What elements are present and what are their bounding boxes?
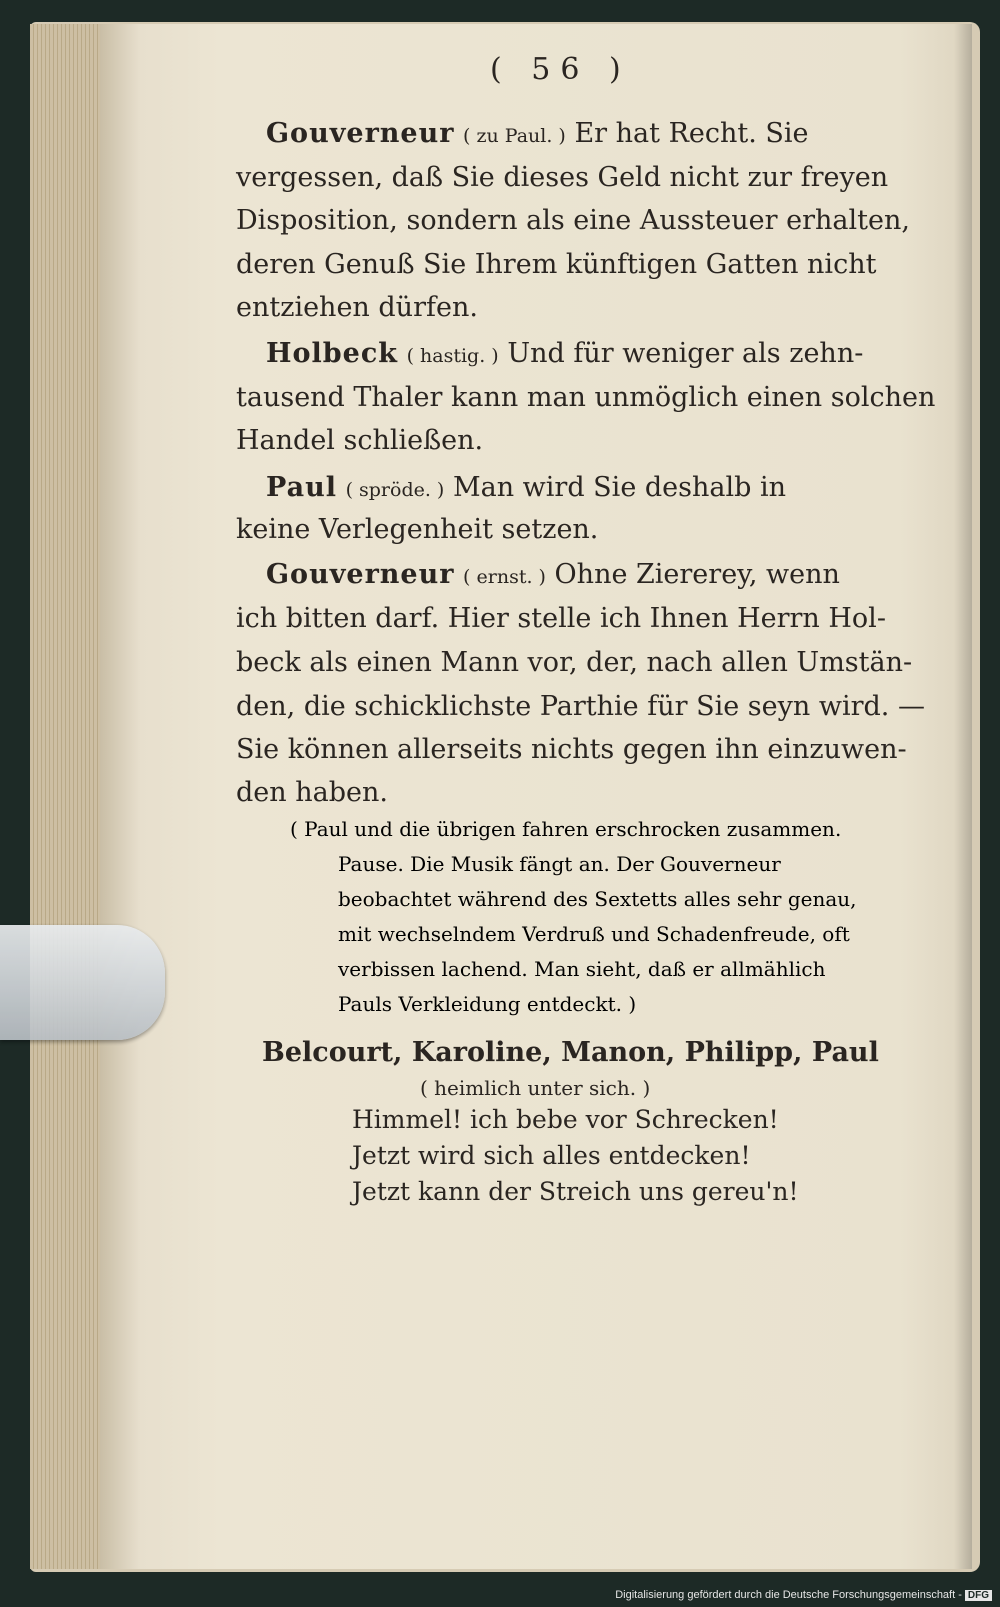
text-line <box>236 199 910 243</box>
verse-line: Jetzt kann der Streich uns gereu'n! <box>352 1177 799 1206</box>
stage-direction-line: ( Paul und die übrigen fahren erschrocken zusammen. <box>290 817 842 841</box>
speaker-name: Gouverneur <box>266 118 455 149</box>
page-clip <box>0 925 165 1040</box>
line-text: den, die schicklichste Parthie für Sie seyn wird. — <box>236 691 925 722</box>
page-edges <box>30 24 102 1569</box>
line-text: ich bitten darf. Hier stelle ich Ihnen Herrn Hol- <box>236 603 886 634</box>
text-line <box>236 286 866 330</box>
text-line <box>236 243 877 287</box>
text-line <box>236 156 889 200</box>
dfg-logo: DFG <box>965 1590 992 1601</box>
line-text: keine Verlegenheit setzen. <box>236 514 599 545</box>
line-text: Disposition, sondern als eine Aussteuer erhalten, <box>236 205 910 236</box>
stage-direction-line: Pauls Verkleidung entdeckt. ) <box>338 992 637 1016</box>
cast-line: Belcourt, Karoline, Manon, Philipp, Paul <box>262 1037 879 1068</box>
speech-line <box>266 332 866 378</box>
speech-line <box>266 553 866 599</box>
text-line <box>236 685 925 729</box>
footer <box>615 1589 992 1601</box>
line-text: Handel schließen. <box>236 425 484 456</box>
stage-direction-line: Pause. Die Musik fängt an. Der Gouverneur <box>338 852 781 876</box>
text-line <box>236 508 866 552</box>
text-line <box>236 771 866 815</box>
text-line <box>236 728 907 772</box>
verse-line: Jetzt wird sich alles entdecken! <box>352 1141 751 1170</box>
line-text: tausend Thaler kann man unmöglich einen solchen <box>236 382 936 413</box>
line-text: Man wird Sie deshalb in <box>452 472 787 503</box>
line-text: entziehen dürfen. <box>236 292 478 323</box>
speech-line <box>266 466 866 512</box>
speaker-direction: ( zu Paul. ) <box>463 125 566 147</box>
line-text: Und für weniger als zehn- <box>507 338 864 369</box>
line-text: vergessen, daß Sie dieses Geld nicht zur freyen <box>236 162 889 193</box>
cast-direction: ( heimlich unter sich. ) <box>420 1076 651 1100</box>
speech-line <box>266 112 866 158</box>
line-text: Sie können allerseits nichts gegen ihn einzuwen- <box>236 734 907 765</box>
footer-text: Digitalisierung gefördert durch die Deutsche Forschungsgemeinschaft - <box>615 1589 962 1601</box>
line-text: den haben. <box>236 777 388 808</box>
speaker-direction: ( ernst. ) <box>463 566 546 588</box>
speaker-name: Holbeck <box>266 338 398 369</box>
stage-direction-line: beobachtet während des Sextetts alles sehr genau, <box>338 887 857 911</box>
stage-direction-line: verbissen lachend. Man sieht, daß er allmählich <box>338 957 826 981</box>
speaker-name: Gouverneur <box>266 559 455 590</box>
line-text: beck als einen Mann vor, der, nach allen Umstän- <box>236 647 913 678</box>
verse-line: Himmel! ich bebe vor Schrecken! <box>352 1105 779 1134</box>
line-text: Ohne Ziererey, wenn <box>554 559 840 590</box>
stage-direction-line: mit wechselndem Verdruß und Schadenfreude, oft <box>338 922 850 946</box>
text-line <box>236 597 886 641</box>
speaker-name: Paul <box>266 472 337 503</box>
speaker-direction: ( spröde. ) <box>345 479 445 501</box>
text-line <box>236 419 866 463</box>
text-line <box>236 641 913 685</box>
text-line <box>236 376 936 420</box>
page-number: ( 56 ) <box>490 52 631 87</box>
speaker-direction: ( hastig. ) <box>406 345 499 367</box>
line-text: deren Genuß Sie Ihrem künftigen Gatten nicht <box>236 249 877 280</box>
spine-shadow <box>954 24 972 1569</box>
line-text: Er hat Recht. Sie <box>574 118 809 149</box>
